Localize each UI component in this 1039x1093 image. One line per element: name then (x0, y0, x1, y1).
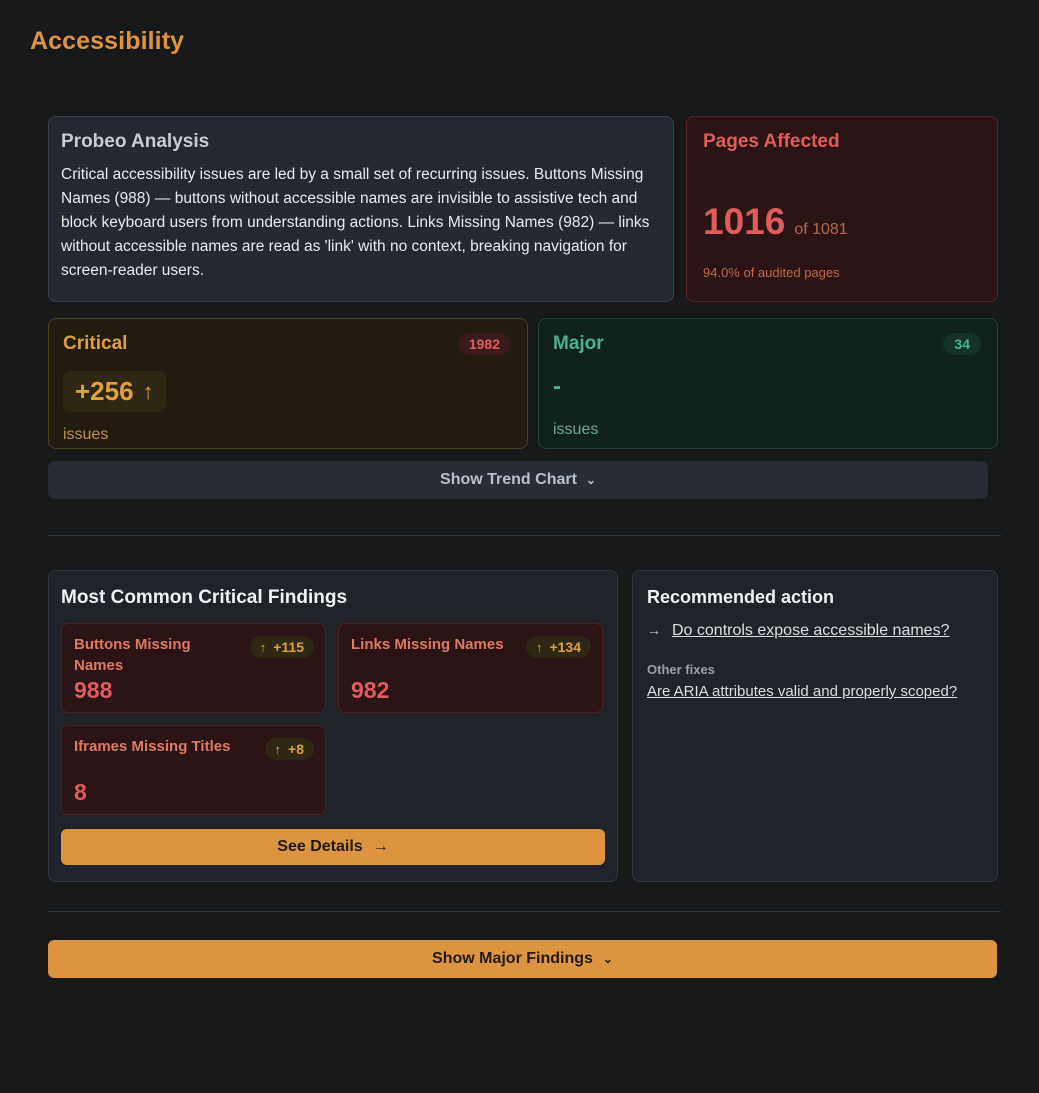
pages-affected-value: 1016 (703, 201, 786, 242)
arrow-up-icon: ↑ (274, 741, 282, 757)
summary-row (48, 116, 998, 302)
severity-row (48, 318, 998, 449)
severity-major-delta: - (553, 373, 561, 400)
critical-findings-title: Most Common Critical Findings (61, 587, 348, 608)
finding-item[interactable] (338, 623, 603, 713)
finding-value: 988 (74, 677, 113, 703)
arrow-up-icon: ↑ (535, 639, 543, 655)
pages-affected-subtext: 94.0% of audited pages (703, 265, 840, 280)
arrow-up-icon: ↑ (142, 378, 154, 404)
finding-delta-value: +115 (273, 639, 304, 655)
severity-critical-header (63, 333, 511, 355)
severity-critical-count: 1982 (458, 333, 511, 355)
severity-critical-label: Critical (63, 333, 128, 354)
finding-name: Links Missing Names (351, 636, 504, 653)
pages-affected-card (686, 116, 998, 302)
severity-critical-delta (63, 371, 166, 412)
finding-value: 982 (351, 677, 390, 703)
show-trend-chart-label: Show Trend Chart (440, 471, 577, 488)
pages-affected-title: Pages Affected (703, 131, 840, 152)
finding-delta (250, 636, 314, 658)
finding-delta (526, 636, 591, 658)
recommended-action-title: Recommended action (647, 587, 835, 607)
findings-grid (61, 623, 603, 815)
findings-row (48, 570, 998, 882)
severity-card-critical (48, 318, 528, 449)
other-fix-link[interactable]: Are ARIA attributes valid and properly scoped? (647, 683, 958, 700)
show-major-findings-label: Show Major Findings (432, 950, 593, 967)
finding-value: 8 (74, 779, 87, 805)
pages-affected-total: of 1081 (794, 221, 848, 238)
recommended-action-link[interactable]: Do controls expose accessible names? (672, 622, 950, 639)
see-details-label: See Details (277, 838, 363, 855)
divider (48, 911, 1001, 912)
severity-major-label: Major (553, 333, 604, 354)
severity-card-major (538, 318, 998, 449)
severity-major-header (553, 333, 981, 355)
arrow-right-icon: → (372, 838, 389, 855)
other-fixes-label: Other fixes (647, 662, 715, 677)
arrow-up-icon: ↑ (259, 639, 267, 655)
severity-critical-unit: issues (63, 426, 109, 443)
pages-affected-value-row (703, 153, 981, 243)
recommended-action-main (647, 622, 983, 640)
finding-name: Iframes Missing Titles (74, 738, 231, 755)
critical-findings-card (48, 570, 618, 882)
chevron-down-icon: ⌄ (585, 473, 596, 487)
finding-delta-value: +8 (288, 741, 304, 757)
finding-delta-value: +134 (549, 639, 581, 655)
show-major-findings-button[interactable] (48, 940, 997, 978)
finding-item[interactable] (61, 623, 326, 713)
divider (48, 535, 1001, 536)
recommended-action-card (632, 570, 998, 882)
see-details-button[interactable] (61, 829, 605, 865)
chevron-down-icon: ⌄ (602, 952, 613, 966)
analysis-title: Probeo Analysis (61, 131, 210, 152)
page-content (48, 116, 998, 978)
analysis-body: Critical accessibility issues are led by a small set of recurring issues. Buttons Missing Names (988) — buttons without accessible names are invisible to assistive tech and block keyboard users from understanding actions. Links Missing Names (982) — links without accessible names are read as 'link' with no context, breaking navigation for screen-reader users. (61, 166, 650, 279)
severity-critical-delta-value: +256 (75, 376, 134, 406)
arrow-right-icon: → (647, 622, 661, 638)
severity-major-count: 34 (943, 333, 981, 355)
severity-major-unit: issues (553, 421, 599, 438)
page-title: Accessibility (30, 27, 185, 55)
finding-delta (265, 738, 314, 760)
probeo-analysis-card (48, 116, 674, 302)
show-trend-chart-button[interactable] (48, 461, 988, 499)
finding-item[interactable] (61, 725, 326, 815)
finding-name: Buttons Missing Names (74, 636, 191, 674)
